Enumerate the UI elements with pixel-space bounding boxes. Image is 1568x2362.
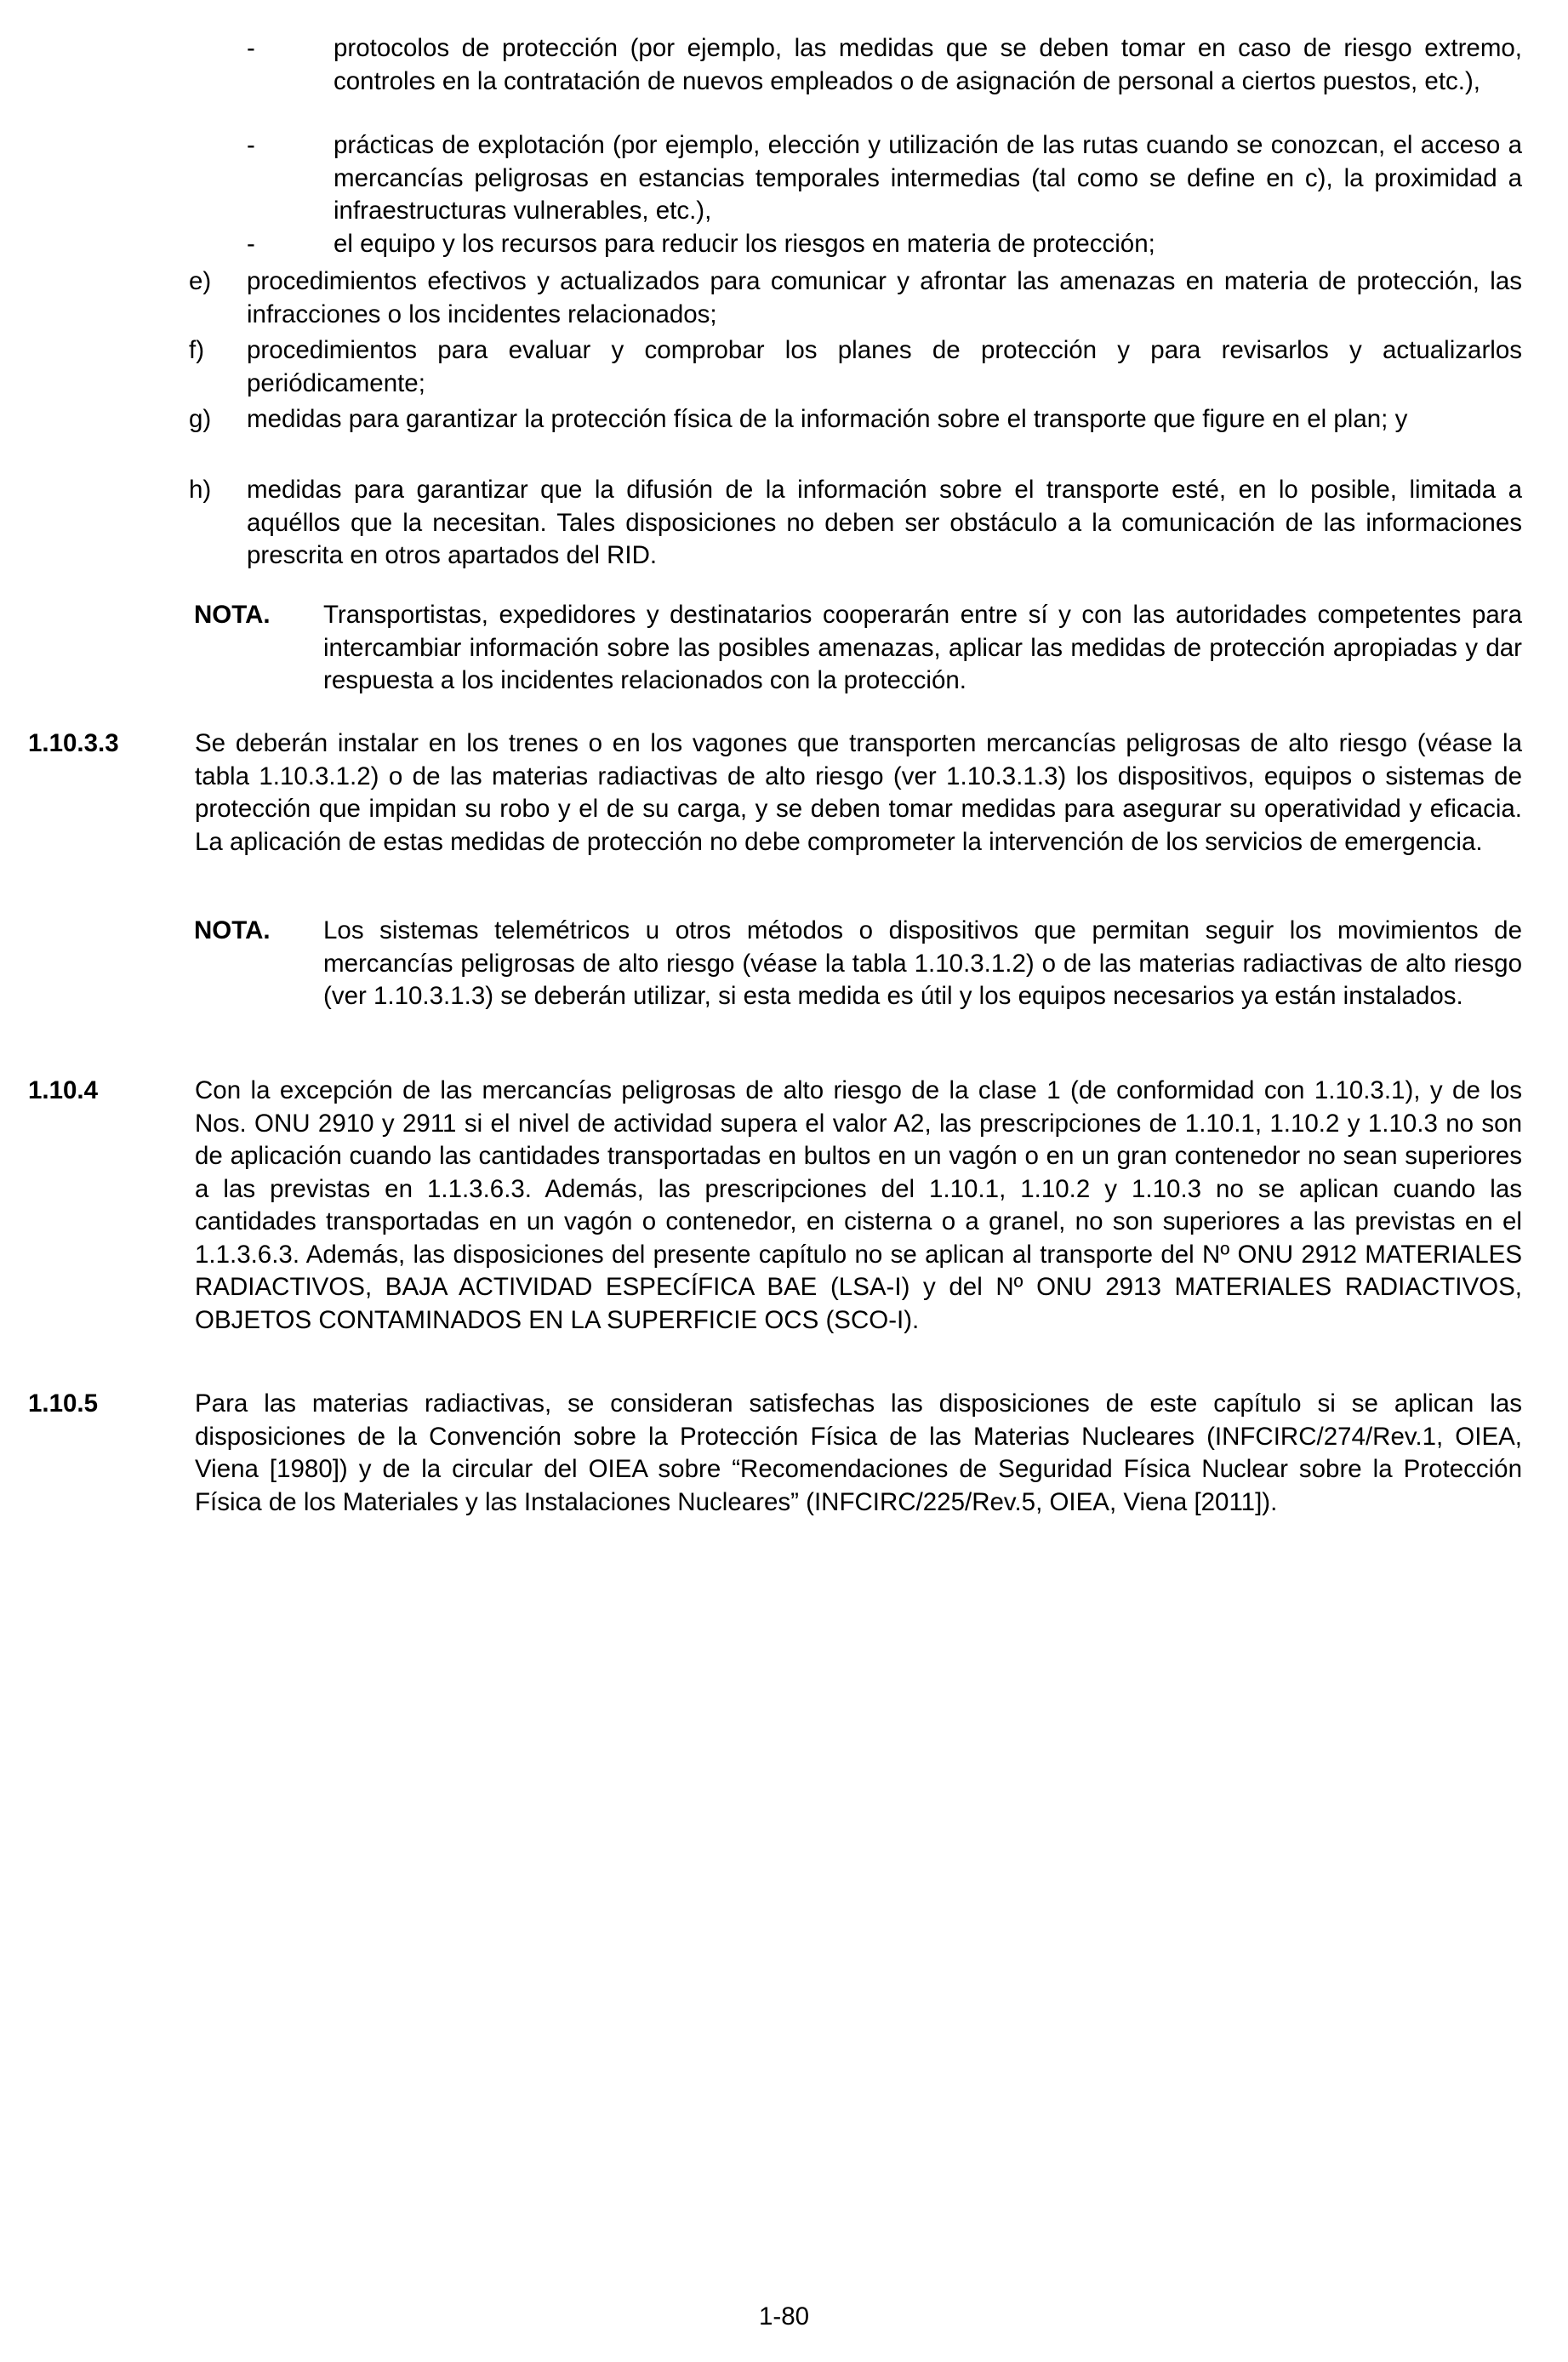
dash-item-text: protocolos de protección (por ejemplo, las medidas que se deben tomar en caso de riesgo extremo, controles en la contratación de nuevos empleados o de asignación de personal a ciertos puestos, etc.), <box>334 34 1522 95</box>
note-text: Transportistas, expedidores y destinatarios cooperarán entre sí y con las autoridades competentes para intercambiar información sobre las posibles amenazas, aplicar las medidas de protección apropiadas y dar respuesta a los incidentes relacionados con la protección. <box>323 601 1522 694</box>
list-item-text: medidas para garantizar que la difusión de la información sobre el transporte esté, en lo posible, limitada a aquéllos que la necesitan. Tales disposiciones no deben ser obstáculo a la comunicación de las informaciones prescrita en otros apartados del RID. <box>247 476 1522 569</box>
note-label: NOTA. <box>194 916 271 944</box>
dash-item-text: el equipo y los recursos para reducir los riesgos en materia de protección; <box>334 230 1155 258</box>
section-number: 1.10.4 <box>28 1076 99 1104</box>
section-text: Con la excepción de las mercancías peligrosas de alto riesgo de la clase 1 (de conformidad con 1.10.3.1), y de los Nos. ONU 2910 y 2911 si el nivel de actividad supera el valor A2, las prescripciones de 1.10.1, 1.10.2 y 1.10.3 no son de aplicación cuando las cantidades transportadas en bultos en un vagón o en un gran contenedor no sean superiores a las previstas en 1.1.3.6.3. Además, las prescripciones del 1.10.1, 1.10.2 y 1.10.3 no se aplican cuando las cantidades transportadas en un vagón o contenedor, en cisterna o a granel, no son superiores a las previstas en el 1.1.3.6.3. Además, las disposiciones del presente capítulo no se aplican al transporte del Nº ONU 2912 MATERIALES RADIACTIVOS, BAJA ACTIVIDAD ESPECÍFICA BAE (LSA-I) y del Nº ONU 2913 MATERIALES RADIACTIVOS, OBJETOS CONTAMINADOS EN LA SUPERFICIE OCS (SCO-I). <box>195 1076 1522 1334</box>
section-text: Para las materias radiactivas, se consideran satisfechas las disposiciones de este capítulo si se aplican las disposiciones de la Convención sobre la Protección Física de las Materias Nucleares (INFCIRC/274/Rev.1, OIEA, Viena [1980]) y de la circular del OIEA sobre “Recomendaciones de Seguridad Física Nuclear sobre la Protección Física de los Materiales y las Instalaciones Nucleares” (INFCIRC/225/Rev.5, OIEA, Viena [2011]). <box>195 1389 1522 1516</box>
list-item-label: e) <box>189 267 212 295</box>
list-item-text: procedimientos efectivos y actualizados para comunicar y afrontar las amenazas en materia de protección, las infracciones o los incidentes relacionados; <box>247 267 1522 328</box>
page-number: 1-80 <box>758 2302 810 2331</box>
dash-marker: - <box>247 131 255 159</box>
list-item-label: h) <box>189 476 212 504</box>
list-item-label: f) <box>189 336 205 364</box>
list-item-text: procedimientos para evaluar y comprobar los planes de protección y para revisarlos y actualizarlos periódicamente; <box>247 336 1522 397</box>
dash-item-text: prácticas de explotación (por ejemplo, elección y utilización de las rutas cuando se conozcan, el acceso a mercancías peligrosas en estancias temporales intermedias (tal como se define en c), la proximidad a infraestructuras vulnerables, etc.), <box>334 131 1522 225</box>
section-number: 1.10.5 <box>28 1389 99 1418</box>
list-item-label: g) <box>189 405 212 433</box>
note-text: Los sistemas telemétricos u otros métodos o dispositivos que permitan seguir los movimientos de mercancías peligrosas de alto riesgo (véase la tabla 1.10.3.1.2) o de las materias radiactivas de alto riesgo (ver 1.10.3.1.3) se deberán utilizar, si esta medida es útil y los equipos necesarios ya están instalados. <box>323 916 1522 1010</box>
section-text: Se deberán instalar en los trenes o en los vagones que transporten mercancías peligrosas de alto riesgo (véase la tabla 1.10.3.1.2) o de las materias radiactivas de alto riesgo (ver 1.10.3.1.3) los dispositivos, equipos o sistemas de protección que impidan su robo y el de su carga, y se deben tomar medidas para asegurar su operatividad y eficacia. La aplicación de estas medidas de protección no debe comprometer la intervención de los servicios de emergencia. <box>195 729 1522 856</box>
dash-marker: - <box>247 34 255 62</box>
dash-marker: - <box>247 230 255 258</box>
section-number: 1.10.3.3 <box>28 729 119 757</box>
note-label: NOTA. <box>194 601 271 629</box>
list-item-text: medidas para garantizar la protección física de la información sobre el transporte que figure en el plan; y <box>247 405 1408 433</box>
